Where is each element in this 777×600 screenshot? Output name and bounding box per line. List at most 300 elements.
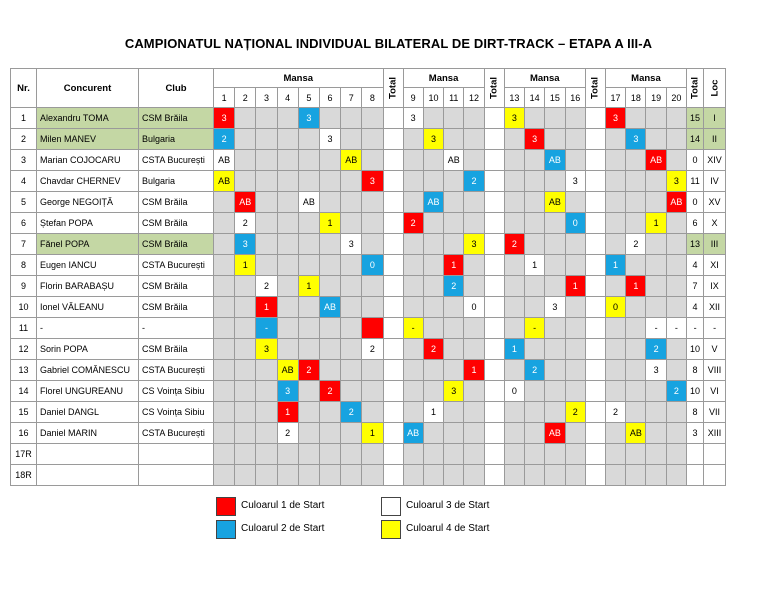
subtotal-cell bbox=[585, 339, 605, 360]
heat-cell bbox=[341, 171, 362, 192]
rider-club: - bbox=[139, 318, 214, 339]
heat-cell bbox=[545, 276, 565, 297]
rider-club bbox=[139, 444, 214, 465]
subtotal-cell bbox=[585, 192, 605, 213]
legend-label: Culoarul 3 de Start bbox=[406, 500, 490, 511]
rider-loc: XV bbox=[704, 192, 726, 213]
rider-total: 7 bbox=[687, 276, 704, 297]
rider-name: George NEGOIȚĂ bbox=[37, 192, 139, 213]
heat-cell bbox=[464, 381, 484, 402]
table-row bbox=[11, 381, 726, 402]
heat-cell: AB bbox=[319, 297, 340, 318]
heat-cell bbox=[626, 360, 646, 381]
heat-cell bbox=[362, 276, 383, 297]
heat-cell: 2 bbox=[235, 213, 256, 234]
heat-cell: 3 bbox=[277, 381, 298, 402]
heat-cell bbox=[423, 213, 443, 234]
heat-cell: - bbox=[646, 318, 666, 339]
heat-cell bbox=[341, 129, 362, 150]
heat-cell bbox=[298, 171, 319, 192]
heat-cell: 3 bbox=[504, 108, 524, 129]
rider-name: Fănel POPA bbox=[37, 234, 139, 255]
subtotal-cell bbox=[484, 234, 504, 255]
heat-cell bbox=[298, 339, 319, 360]
subtotal-cell bbox=[484, 192, 504, 213]
page-title: CAMPIONATUL NAȚIONAL INDIVIDUAL BILATERAL DE DIRT-TRACK – ETAPA A III-A bbox=[124, 36, 653, 51]
heat-cell bbox=[626, 318, 646, 339]
heat-cell bbox=[298, 129, 319, 150]
heat-cell: 2 bbox=[464, 171, 484, 192]
heat-cell: AB bbox=[545, 423, 565, 444]
rider-total: 6 bbox=[687, 213, 704, 234]
heat-cell: AB bbox=[214, 171, 235, 192]
heat-cell bbox=[362, 129, 383, 150]
heat-cell bbox=[256, 129, 277, 150]
subtotal-cell bbox=[383, 465, 403, 486]
subtotal-cell bbox=[585, 150, 605, 171]
heat-cell: 1 bbox=[605, 255, 625, 276]
heat-cell bbox=[444, 108, 464, 129]
heat-cell bbox=[256, 402, 277, 423]
heat-cell bbox=[646, 444, 666, 465]
heat-cell bbox=[214, 423, 235, 444]
table-row bbox=[11, 108, 726, 129]
heat-cell: AB bbox=[626, 423, 646, 444]
table-row bbox=[11, 465, 726, 486]
heat-cell bbox=[444, 213, 464, 234]
rider-club: CSM Brăila bbox=[139, 234, 214, 255]
heat-cell bbox=[666, 276, 686, 297]
header-nr: Nr. bbox=[11, 69, 37, 108]
heat-cell bbox=[256, 465, 277, 486]
heat-number-header: 15 bbox=[545, 88, 565, 108]
rider-name: Daniel DANGL bbox=[37, 402, 139, 423]
heat-cell bbox=[298, 255, 319, 276]
heat-cell bbox=[256, 192, 277, 213]
heat-cell bbox=[319, 339, 340, 360]
rider-club: CSM Brăila bbox=[139, 276, 214, 297]
rider-loc: V bbox=[704, 339, 726, 360]
rider-name: Daniel MARIN bbox=[37, 423, 139, 444]
heat-cell bbox=[277, 444, 298, 465]
rider-nr: 8 bbox=[11, 255, 37, 276]
rider-club: CSM Brăila bbox=[139, 108, 214, 129]
heat-cell bbox=[646, 465, 666, 486]
heat-cell: 1 bbox=[362, 423, 383, 444]
rider-club: CS Voința Sibiu bbox=[139, 402, 214, 423]
heat-cell bbox=[256, 444, 277, 465]
heat-cell bbox=[545, 318, 565, 339]
heat-cell bbox=[341, 423, 362, 444]
subtotal-cell bbox=[484, 318, 504, 339]
heat-cell bbox=[235, 297, 256, 318]
heat-cell bbox=[277, 150, 298, 171]
heat-cell: 3 bbox=[545, 297, 565, 318]
rider-club: Bulgaria bbox=[139, 171, 214, 192]
heat-cell: 1 bbox=[235, 255, 256, 276]
heat-cell bbox=[235, 150, 256, 171]
heat-cell bbox=[565, 339, 585, 360]
heat-cell bbox=[341, 360, 362, 381]
heat-cell bbox=[524, 234, 544, 255]
heat-cell bbox=[362, 150, 383, 171]
heat-cell bbox=[423, 276, 443, 297]
heat-cell bbox=[256, 360, 277, 381]
rider-total: 10 bbox=[687, 381, 704, 402]
subtotal-cell bbox=[585, 255, 605, 276]
heat-cell: 3 bbox=[423, 129, 443, 150]
rider-nr: 12 bbox=[11, 339, 37, 360]
heat-cell bbox=[504, 465, 524, 486]
heat-cell: AB bbox=[235, 192, 256, 213]
subtotal-cell bbox=[484, 108, 504, 129]
heat-cell bbox=[666, 108, 686, 129]
rider-name: Milen MANEV bbox=[37, 129, 139, 150]
heat-cell bbox=[605, 360, 625, 381]
heat-cell bbox=[319, 318, 340, 339]
heat-cell bbox=[403, 192, 423, 213]
heat-cell bbox=[341, 108, 362, 129]
heat-cell bbox=[423, 423, 443, 444]
heat-number-header: 2 bbox=[235, 88, 256, 108]
heat-cell bbox=[626, 381, 646, 402]
heat-cell bbox=[565, 318, 585, 339]
heat-cell: 3 bbox=[341, 234, 362, 255]
heat-cell bbox=[646, 192, 666, 213]
heat-cell: 3 bbox=[565, 171, 585, 192]
heat-cell: 2 bbox=[403, 213, 423, 234]
heat-cell bbox=[403, 465, 423, 486]
heat-cell bbox=[626, 150, 646, 171]
rider-loc bbox=[704, 465, 726, 486]
heat-cell bbox=[341, 297, 362, 318]
heat-cell bbox=[605, 213, 625, 234]
heat-cell bbox=[341, 192, 362, 213]
subtotal-cell bbox=[484, 213, 504, 234]
heat-cell bbox=[277, 171, 298, 192]
heat-cell bbox=[626, 465, 646, 486]
heat-cell bbox=[444, 402, 464, 423]
heat-cell bbox=[646, 129, 666, 150]
heat-cell bbox=[545, 129, 565, 150]
heat-cell bbox=[341, 465, 362, 486]
rider-nr: 10 bbox=[11, 297, 37, 318]
heat-cell bbox=[646, 381, 666, 402]
subtotal-cell bbox=[585, 360, 605, 381]
heat-cell bbox=[423, 444, 443, 465]
heat-cell: 0 bbox=[565, 213, 585, 234]
heat-cell bbox=[403, 234, 423, 255]
header-total-2: Total bbox=[484, 69, 504, 108]
subtotal-cell bbox=[484, 444, 504, 465]
heat-cell: 3 bbox=[524, 129, 544, 150]
heat-cell bbox=[423, 150, 443, 171]
header-mansa-4: Mansa bbox=[605, 69, 686, 88]
heat-number-header: 14 bbox=[524, 88, 544, 108]
heat-cell bbox=[235, 276, 256, 297]
heat-cell bbox=[565, 465, 585, 486]
heat-cell bbox=[504, 360, 524, 381]
heat-cell bbox=[605, 444, 625, 465]
heat-cell bbox=[362, 108, 383, 129]
rider-loc: XI bbox=[704, 255, 726, 276]
rider-club: CS Voința Sibiu bbox=[139, 381, 214, 402]
heat-cell bbox=[319, 234, 340, 255]
heat-cell bbox=[423, 171, 443, 192]
heat-cell bbox=[626, 444, 646, 465]
table-row bbox=[11, 297, 726, 318]
heat-cell: 0 bbox=[605, 297, 625, 318]
heat-cell bbox=[444, 423, 464, 444]
heat-cell bbox=[214, 297, 235, 318]
heat-number-header: 8 bbox=[362, 88, 383, 108]
heat-cell: 2 bbox=[646, 339, 666, 360]
heat-cell bbox=[524, 297, 544, 318]
heat-cell bbox=[626, 192, 646, 213]
heat-cell bbox=[319, 276, 340, 297]
heat-cell: AB bbox=[545, 192, 565, 213]
heat-cell bbox=[214, 381, 235, 402]
rider-total: 13 bbox=[687, 234, 704, 255]
heat-number-header: 9 bbox=[403, 88, 423, 108]
heat-cell: 1 bbox=[298, 276, 319, 297]
heat-cell bbox=[666, 465, 686, 486]
heat-cell bbox=[444, 465, 464, 486]
heat-cell bbox=[646, 423, 666, 444]
rider-loc: III bbox=[704, 234, 726, 255]
heat-cell bbox=[214, 255, 235, 276]
heat-cell: 2 bbox=[605, 402, 625, 423]
legend-label: Culoarul 1 de Start bbox=[241, 500, 325, 511]
heat-cell bbox=[464, 423, 484, 444]
header-club: Club bbox=[139, 69, 214, 108]
heat-cell bbox=[403, 444, 423, 465]
heat-cell bbox=[565, 192, 585, 213]
heat-cell bbox=[464, 402, 484, 423]
subtotal-cell bbox=[383, 150, 403, 171]
heat-cell bbox=[403, 297, 423, 318]
heat-cell: AB bbox=[444, 150, 464, 171]
heat-cell bbox=[298, 234, 319, 255]
heat-cell bbox=[464, 192, 484, 213]
heat-cell: 3 bbox=[444, 381, 464, 402]
heat-number-header: 3 bbox=[256, 88, 277, 108]
heat-cell bbox=[464, 150, 484, 171]
heat-cell: 3 bbox=[298, 108, 319, 129]
subtotal-cell bbox=[484, 402, 504, 423]
heat-cell bbox=[444, 318, 464, 339]
heat-cell: 1 bbox=[277, 402, 298, 423]
subtotal-cell bbox=[585, 402, 605, 423]
legend-label: Culoarul 2 de Start bbox=[241, 523, 325, 534]
subtotal-cell bbox=[484, 276, 504, 297]
table-row bbox=[11, 234, 726, 255]
heat-cell bbox=[626, 213, 646, 234]
heat-cell bbox=[319, 360, 340, 381]
heat-cell bbox=[565, 297, 585, 318]
subtotal-cell bbox=[585, 297, 605, 318]
heat-cell: 3 bbox=[464, 234, 484, 255]
heat-cell bbox=[524, 108, 544, 129]
table-row bbox=[11, 213, 726, 234]
heat-number-header: 5 bbox=[298, 88, 319, 108]
subtotal-cell bbox=[484, 339, 504, 360]
heat-cell: 3 bbox=[235, 234, 256, 255]
heat-cell bbox=[666, 297, 686, 318]
heat-cell: 2 bbox=[214, 129, 235, 150]
heat-cell bbox=[319, 465, 340, 486]
rider-total: 4 bbox=[687, 255, 704, 276]
rider-nr: 18R bbox=[11, 465, 37, 486]
heat-cell bbox=[362, 297, 383, 318]
heat-cell: 2 bbox=[277, 423, 298, 444]
rider-total: 8 bbox=[687, 402, 704, 423]
rider-nr: 13 bbox=[11, 360, 37, 381]
rider-nr: 6 bbox=[11, 213, 37, 234]
heat-cell bbox=[341, 276, 362, 297]
heat-cell bbox=[362, 192, 383, 213]
rider-nr: 3 bbox=[11, 150, 37, 171]
heat-cell bbox=[235, 381, 256, 402]
subtotal-cell bbox=[585, 234, 605, 255]
heat-cell: 3 bbox=[214, 108, 235, 129]
subtotal-cell bbox=[585, 423, 605, 444]
heat-cell bbox=[666, 339, 686, 360]
heat-cell: 3 bbox=[626, 129, 646, 150]
heat-cell bbox=[464, 276, 484, 297]
heat-cell bbox=[464, 108, 484, 129]
heat-cell: 1 bbox=[646, 213, 666, 234]
heat-cell bbox=[565, 444, 585, 465]
heat-cell bbox=[464, 213, 484, 234]
heat-cell bbox=[277, 213, 298, 234]
rider-nr: 2 bbox=[11, 129, 37, 150]
heat-cell: 1 bbox=[256, 297, 277, 318]
rider-name bbox=[37, 444, 139, 465]
heat-cell bbox=[545, 402, 565, 423]
heat-cell bbox=[626, 339, 646, 360]
heat-cell: 1 bbox=[524, 255, 544, 276]
subtotal-cell bbox=[383, 297, 403, 318]
subtotal-cell bbox=[383, 171, 403, 192]
rider-name: Marian COJOCARU bbox=[37, 150, 139, 171]
heat-cell: 2 bbox=[256, 276, 277, 297]
legend-swatch bbox=[216, 497, 236, 516]
heat-cell bbox=[256, 255, 277, 276]
rider-loc bbox=[704, 444, 726, 465]
heat-cell bbox=[464, 255, 484, 276]
heat-cell bbox=[504, 318, 524, 339]
heat-cell bbox=[298, 381, 319, 402]
rider-total: 0 bbox=[687, 192, 704, 213]
rider-name: - bbox=[37, 318, 139, 339]
rider-nr: 4 bbox=[11, 171, 37, 192]
heat-cell bbox=[524, 465, 544, 486]
rider-name: Alexandru TOMA bbox=[37, 108, 139, 129]
heat-cell: 0 bbox=[464, 297, 484, 318]
heat-cell bbox=[565, 234, 585, 255]
rider-nr: 16 bbox=[11, 423, 37, 444]
subtotal-cell bbox=[383, 255, 403, 276]
rider-name bbox=[37, 465, 139, 486]
heat-cell bbox=[214, 234, 235, 255]
heat-number-header: 6 bbox=[319, 88, 340, 108]
heat-number-header: 17 bbox=[605, 88, 625, 108]
heat-cell: 0 bbox=[504, 381, 524, 402]
heat-cell bbox=[565, 360, 585, 381]
heat-cell bbox=[605, 129, 625, 150]
subtotal-cell bbox=[585, 108, 605, 129]
heat-cell bbox=[444, 339, 464, 360]
heat-cell bbox=[444, 192, 464, 213]
heat-cell bbox=[277, 276, 298, 297]
rider-club: Bulgaria bbox=[139, 129, 214, 150]
heat-cell bbox=[214, 360, 235, 381]
legend-label: Culoarul 4 de Start bbox=[406, 523, 490, 534]
heat-cell: 2 bbox=[423, 339, 443, 360]
heat-cell bbox=[666, 150, 686, 171]
rider-club: CSM Brăila bbox=[139, 297, 214, 318]
table-row bbox=[11, 171, 726, 192]
heat-cell bbox=[319, 402, 340, 423]
subtotal-cell bbox=[383, 360, 403, 381]
heat-cell bbox=[524, 402, 544, 423]
rider-loc: XIII bbox=[704, 423, 726, 444]
heat-cell bbox=[341, 318, 362, 339]
heat-cell bbox=[666, 444, 686, 465]
heat-cell bbox=[646, 255, 666, 276]
heat-cell: 2 bbox=[362, 339, 383, 360]
heat-cell bbox=[319, 108, 340, 129]
rider-nr: 9 bbox=[11, 276, 37, 297]
heat-cell bbox=[423, 465, 443, 486]
heat-cell: 2 bbox=[666, 381, 686, 402]
subtotal-cell bbox=[484, 423, 504, 444]
subtotal-cell bbox=[383, 318, 403, 339]
heat-cell bbox=[524, 444, 544, 465]
header-mansa-1: Mansa bbox=[214, 69, 384, 88]
heat-cell bbox=[214, 339, 235, 360]
heat-cell: 2 bbox=[504, 234, 524, 255]
heat-cell: AB bbox=[646, 150, 666, 171]
heat-cell bbox=[524, 276, 544, 297]
heat-cell bbox=[256, 423, 277, 444]
heat-cell bbox=[565, 423, 585, 444]
subtotal-cell bbox=[484, 255, 504, 276]
heat-cell bbox=[464, 318, 484, 339]
heat-cell bbox=[403, 339, 423, 360]
heat-cell: AB bbox=[666, 192, 686, 213]
rider-club: CSM Brăila bbox=[139, 339, 214, 360]
rider-total bbox=[687, 444, 704, 465]
heat-cell bbox=[277, 108, 298, 129]
heat-cell bbox=[605, 339, 625, 360]
subtotal-cell bbox=[484, 150, 504, 171]
table-row bbox=[11, 444, 726, 465]
rider-club: CSTA București bbox=[139, 360, 214, 381]
heat-cell bbox=[626, 297, 646, 318]
table-row bbox=[11, 129, 726, 150]
heat-cell bbox=[277, 318, 298, 339]
heat-cell bbox=[464, 465, 484, 486]
heat-cell bbox=[524, 339, 544, 360]
rider-club: CSTA București bbox=[139, 255, 214, 276]
heat-cell bbox=[362, 213, 383, 234]
heat-cell bbox=[235, 360, 256, 381]
heat-cell bbox=[545, 465, 565, 486]
rider-nr: 15 bbox=[11, 402, 37, 423]
heat-cell bbox=[646, 297, 666, 318]
